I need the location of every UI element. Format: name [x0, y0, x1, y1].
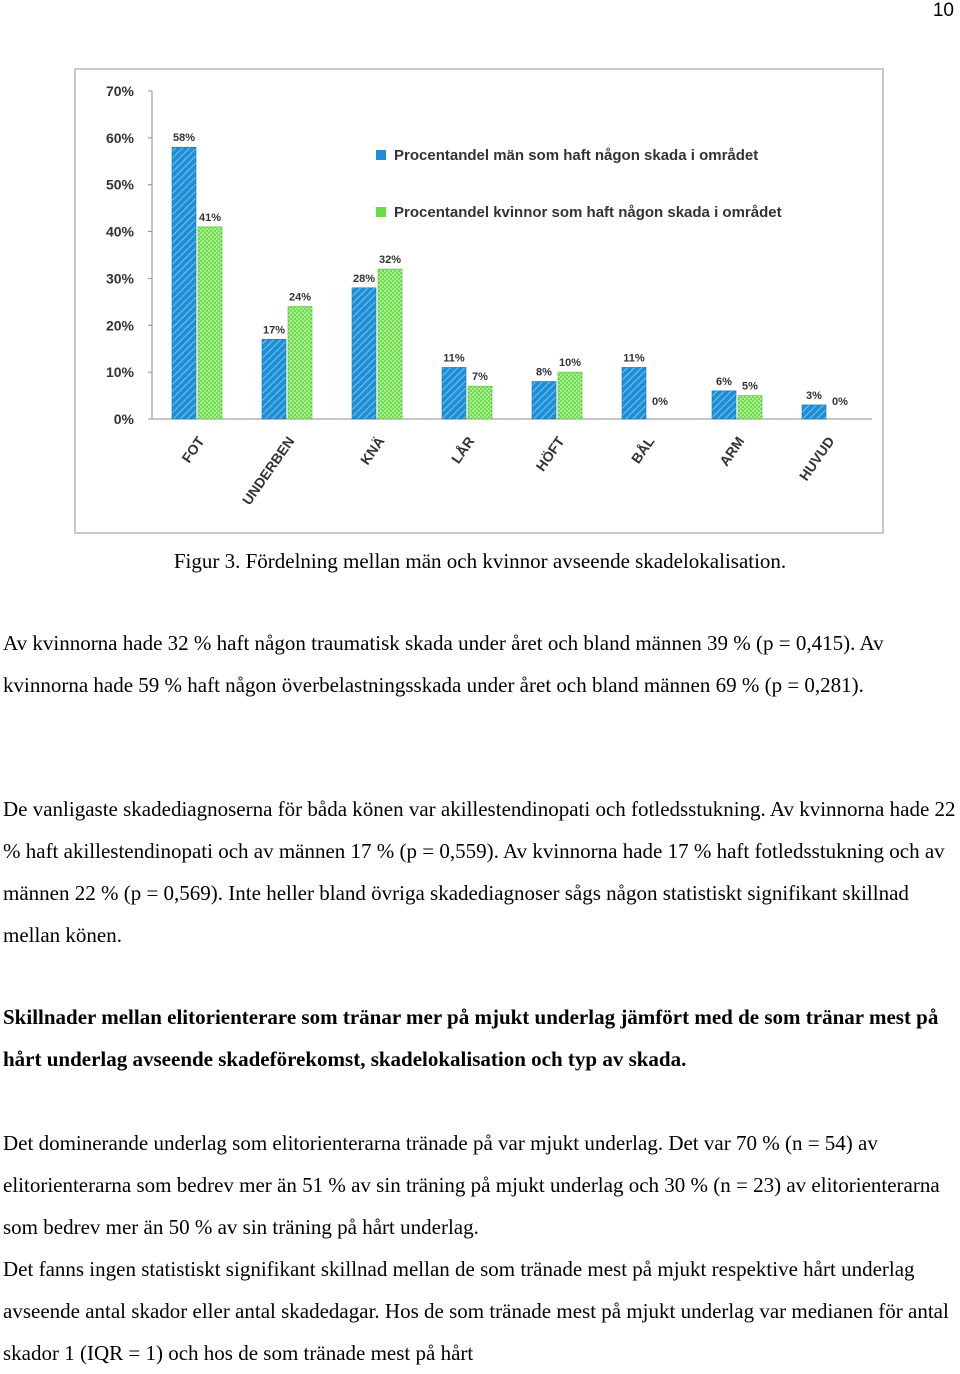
x-tick-label: HÖFT	[532, 433, 568, 474]
x-tick-label: ARM	[716, 433, 748, 469]
bar-women	[738, 396, 762, 419]
data-label: 28%	[352, 272, 376, 285]
bar-chart-svg	[76, 70, 882, 532]
page-number: 10	[932, 0, 954, 21]
y-tick-label: 10%	[105, 364, 134, 381]
data-label: 5%	[742, 380, 758, 393]
bar-men	[532, 382, 556, 419]
data-label: 8%	[536, 366, 552, 379]
x-tick-label: LÅR	[447, 433, 478, 467]
data-label: 7%	[472, 371, 488, 384]
paragraph-surface-distribution: Det dominerande underlag som elitorienterarna tränade på var mjukt underlag. Det var 70 % (n = 54) av elitorienterarna som bedrev mer än 51 % av sin träning på mjukt underlag och 30 % (n = 23) av elitorienterarna som bedrev mer än 50 % av sin träning på hårt underlag.	[3, 1131, 940, 1239]
injury-location-chart	[74, 68, 884, 534]
x-tick-label: KNÄ	[356, 433, 388, 468]
bar-women	[288, 307, 312, 419]
bar-men	[712, 391, 736, 419]
x-tick-label: HUVUD	[795, 433, 838, 484]
y-tick-label: 50%	[105, 176, 134, 193]
data-label: 0%	[652, 396, 668, 408]
paragraph-surface-injuries: Det fanns ingen statistiskt signifikant skillnad mellan de som tränade mest på mjukt respektive hårt underlag avseende antal skador eller antal skadedagar. Hos de som tränade mest på mjukt underlag var medianen för antal skador 1 (IQR = 1) och hos de som tränade mest på hårt	[3, 1257, 949, 1365]
legend-label: Procentandel män som haft någon skada i området	[394, 147, 759, 164]
x-tick-label: BÅL	[627, 433, 658, 467]
data-label: 32%	[378, 254, 402, 267]
data-label: 3%	[806, 389, 822, 402]
y-tick-label: 70%	[105, 83, 134, 99]
legend-swatch	[376, 150, 386, 160]
data-label: 6%	[716, 375, 732, 388]
data-label: 11%	[443, 352, 465, 365]
section-heading-surface: Skillnader mellan elitorienterare som tränar mer på mjukt underlag jämfört med de som tränar mest på hårt underlag avseende skadeförekomst, skadelokalisation och typ av skada.	[3, 1005, 939, 1071]
x-tick-label: UNDERBEN	[238, 433, 298, 508]
bar-women	[468, 386, 492, 419]
data-label: 58%	[172, 132, 196, 145]
y-tick-label: 30%	[105, 270, 134, 287]
bar-women	[198, 227, 222, 419]
data-label: 41%	[198, 211, 222, 224]
figure-caption: Figur 3. Fördelning mellan män och kvinnor avseende skadelokalisation.	[173, 549, 787, 573]
paragraph-diagnoses: De vanligaste skadediagnoserna för båda könen var akillestendinopati och fotledsstukning. Av kvinnorna hade 22 % haft akillestendinopati och av männen 17 % (p = 0,559). Av kvinnorna hade 17 % haft fotledsstukning och av männen 22 % (p = 0,569). Inte heller bland övriga skadediagnoser sågs någon statistiskt signifikant skillnad mellan könen.	[3, 797, 956, 947]
y-tick-label: 20%	[105, 317, 134, 334]
legend-label: Procentandel kvinnor som haft någon skada i området	[394, 204, 782, 221]
data-label: 24%	[288, 291, 312, 304]
bar-men	[622, 367, 646, 419]
legend	[376, 147, 782, 221]
bar-men	[802, 405, 826, 419]
data-label: 11%	[623, 352, 645, 365]
bar-men	[172, 147, 196, 419]
legend-swatch	[376, 207, 386, 217]
bar-men	[262, 339, 286, 419]
data-label: 0%	[832, 396, 848, 408]
data-label: 17%	[262, 324, 286, 337]
y-tick-label: 0%	[113, 411, 134, 427]
x-tick-label: FOT	[178, 433, 208, 466]
y-tick-label: 60%	[105, 129, 134, 146]
y-tick-label: 40%	[105, 223, 134, 240]
data-label: 10%	[558, 357, 582, 370]
bar-men	[352, 288, 376, 419]
x-axis	[178, 433, 837, 508]
bar-women	[558, 372, 582, 419]
bar-women	[378, 269, 402, 419]
paragraph-trauma-overuse: Av kvinnorna hade 32 % haft någon traumatisk skada under året och bland männen 39 % (p = 0,415). Av kvinnorna hade 59 % haft någon överbelastningsskada under året och bland männen 69 % (p = 0,281).	[3, 631, 884, 697]
bar-men	[442, 367, 466, 419]
